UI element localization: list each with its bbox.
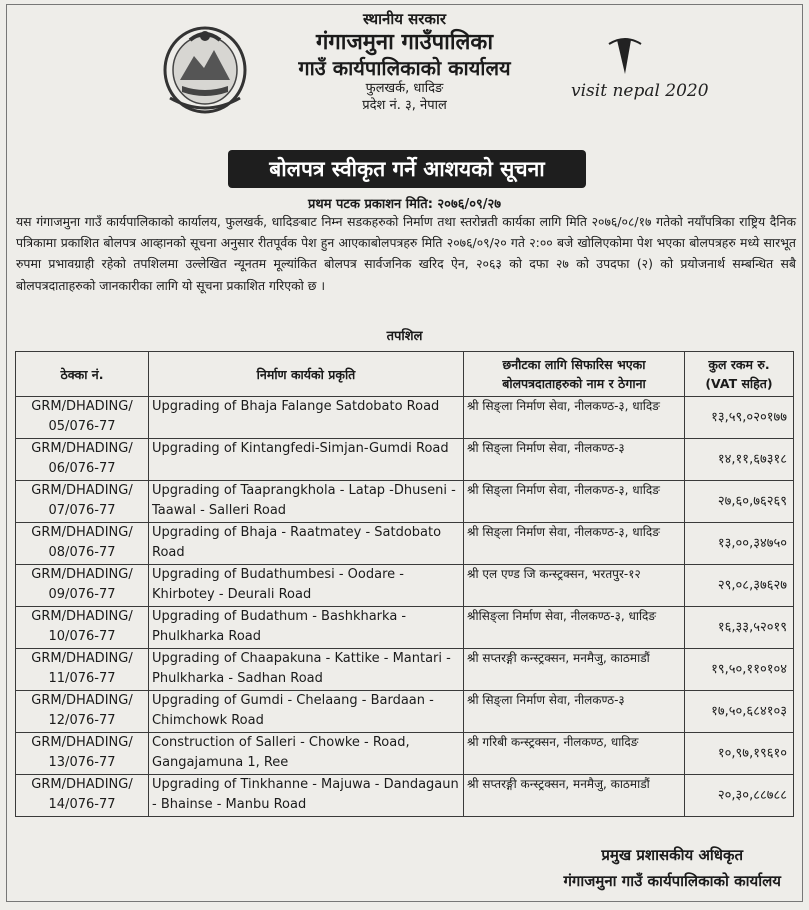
table-row xyxy=(16,691,794,733)
contract-no: GRM/DHADING/ 13/076-77 xyxy=(16,733,149,775)
bidder-name: श्री एल एण्ड जि कन्स्ट्रक्सन, भरतपुर-१२ xyxy=(464,565,685,607)
header-amount-line2: (VAT सहित) xyxy=(705,376,773,391)
amount: २९,०८,३७६२७ xyxy=(685,565,794,607)
office-name: गाउँ कार्यपालिकाको कार्यालय xyxy=(298,56,511,81)
amount: १७,५०,६८४१०३ xyxy=(685,691,794,733)
contract-no: GRM/DHADING/ 10/076-77 xyxy=(16,607,149,649)
bidder-name: श्री सिङ्ला निर्माण सेवा, नीलकण्ठ-३ xyxy=(464,439,685,481)
contract-no: GRM/DHADING/ 06/076-77 xyxy=(16,439,149,481)
municipality-name: गंगाजमुना गाउँपालिका xyxy=(315,29,494,55)
government-label: स्थानीय सरकार xyxy=(363,10,446,28)
work-description: Upgrading of Kintangfedi-Simjan-Gumdi Road xyxy=(149,439,464,481)
bidder-name: श्री सिङ्ला निर्माण सेवा, नीलकण्ठ-३, धादिङ xyxy=(464,481,685,523)
header-contract-label: ठेक्का नं. xyxy=(60,366,104,382)
table-header-row xyxy=(16,352,794,397)
header-bidder-line2: बोलपत्रदाताहरुको नाम र ठेगाना xyxy=(502,376,646,391)
work-description: Upgrading of Bhaja Falange Satdobato Road xyxy=(149,397,464,439)
table-row xyxy=(16,565,794,607)
amount: १९,५०,११०१०४ xyxy=(685,649,794,691)
contract-no: GRM/DHADING/ 07/076-77 xyxy=(16,481,149,523)
work-description: Upgrading of Budathumbesi - Oodare - Khirbotey - Deurali Road xyxy=(149,565,464,607)
letterhead xyxy=(0,6,809,114)
header-work xyxy=(149,352,464,397)
table-row xyxy=(16,481,794,523)
office-address: फुलखर्क, धादिङ xyxy=(365,81,444,97)
header-work-label: निर्माण कार्यको प्रकृति xyxy=(256,366,356,382)
bidder-name: श्री गरिबी कन्स्ट्रक्सन, नीलकण्ठ, धादिङ xyxy=(464,733,685,775)
visit-nepal-text: visit nepal 2020 xyxy=(571,81,709,101)
amount: १६,३३,५२०१९ xyxy=(685,607,794,649)
header-bidder xyxy=(464,352,685,397)
work-description: Upgrading of Gumdi - Chelaang - Bardaan - Chimchowk Road xyxy=(149,691,464,733)
contract-no: GRM/DHADING/ 09/076-77 xyxy=(16,565,149,607)
signatory-office: गंगाजमुना गाउँ कार्यपालिकाको कार्यालय xyxy=(563,872,781,890)
contract-no: GRM/DHADING/ 08/076-77 xyxy=(16,523,149,565)
bidder-name: श्री सिङ्ला निर्माण सेवा, नीलकण्ठ-३ xyxy=(464,691,685,733)
amount: १०,९७,१९६१० xyxy=(685,733,794,775)
header-amount xyxy=(685,352,794,397)
work-description: Upgrading of Chaapakuna - Kattike - Mantari - Phulkharka - Sadhan Road xyxy=(149,649,464,691)
amount: १३,५९,०२०१७७ xyxy=(685,397,794,439)
table-row xyxy=(16,649,794,691)
header-amount-line1: कुल रकम रु. xyxy=(708,357,770,372)
work-description: Upgrading of Bhaja - Raatmatey - Satdobato Road xyxy=(149,523,464,565)
amount: २०,३०,८८७८८ xyxy=(685,775,794,817)
signature-block xyxy=(563,842,781,894)
table-row xyxy=(16,775,794,817)
table-row xyxy=(16,439,794,481)
header-bidder-line1: छनौटका लागि सिफारिस भएका xyxy=(502,357,646,372)
header-contract-no xyxy=(16,352,149,397)
work-description: Construction of Salleri - Chowke - Road, Gangajamuna 1, Ree xyxy=(149,733,464,775)
bidder-name: श्री सिङ्ला निर्माण सेवा, नीलकण्ठ-३, धादिङ xyxy=(464,523,685,565)
province-label: प्रदेश नं. ३, नेपाल xyxy=(362,97,447,113)
bidder-name: श्री सिङ्ला निर्माण सेवा, नीलकण्ठ-३, धादिङ xyxy=(464,397,685,439)
contract-no: GRM/DHADING/ 11/076-77 xyxy=(16,649,149,691)
work-description: Upgrading of Tinkhanne - Majuwa - Dandagaun - Bhainse - Manbu Road xyxy=(149,775,464,817)
work-description: Upgrading of Taaprangkhola - Latap -Dhuseni - Taawal - Salleri Road xyxy=(149,481,464,523)
contract-no: GRM/DHADING/ 12/076-77 xyxy=(16,691,149,733)
table-row xyxy=(16,607,794,649)
amount: १४,११,६७३१८ xyxy=(685,439,794,481)
amount: १३,००,३४७५० xyxy=(685,523,794,565)
contract-no: GRM/DHADING/ 05/076-77 xyxy=(16,397,149,439)
table-row xyxy=(16,397,794,439)
signatory-title: प्रमुख प्रशासकीय अधिकृत xyxy=(601,846,744,864)
notice-title: बोलपत्र स्वीकृत गर्ने आशयको सूचना xyxy=(228,150,586,188)
bidder-name: श्री सप्तरङ्गी कन्स्ट्रक्सन, मनमैजु, काठमाडौं xyxy=(464,649,685,691)
contract-no: GRM/DHADING/ 14/076-77 xyxy=(16,775,149,817)
amount: २७,६०,७६२६९ xyxy=(685,481,794,523)
notice-body: यस गंगाजमुना गाउँ कार्यपालिकाको कार्यालय, फुलखर्क, धादिङबाट निम्न सडकहरुको निर्माण तथा स्तरोन्नती कार्यका लागि मिति २०७६/०८/१७ गतेको नयाँपत्रिका राष्ट्रिय दैनिक पत्रिकामा प्रकाशित बोलपत्र आव्हानको सूचना अनुसार रीतपूर्वक पेश हुन आएकाबोलपत्रहरु मिति २०७६/०९/२० गते २:०० बजे खोलिएकोमा पेश भएका बोलपत्रहरु मध्ये सारभूत रुपमा प्रभावग्राही रहेको तपशिलमा उल्लेखित न्यूनतम मूल्यांकित बोलपत्र सार्वजनिक खरिद ऐन, २०६३ को दफा २७ को उपदफा (२) को प्रयोजनार्थ सम्बन्धित सबै बोलपत्रदाताहरुको जानकारीका लागि यो सूचना प्रकाशित गरिएको छ । xyxy=(16,214,796,293)
work-description: Upgrading of Budathum - Bashkharka - Phulkharka Road xyxy=(149,607,464,649)
bidder-name: श्री सप्तरङ्गी कन्स्ट्रक्सन, मनमैजु, काठमाडौं xyxy=(464,775,685,817)
table-row xyxy=(16,523,794,565)
annex-title: तपशिल xyxy=(386,329,423,344)
table-row xyxy=(16,733,794,775)
bid-table xyxy=(15,351,794,817)
publication-date: प्रथम पटक प्रकाशन मिति: २०७६/०९/२७ xyxy=(308,197,501,212)
bidder-name: श्रीसिङ्ला निर्माण सेवा, नीलकण्ठ-३, धादिङ xyxy=(464,607,685,649)
